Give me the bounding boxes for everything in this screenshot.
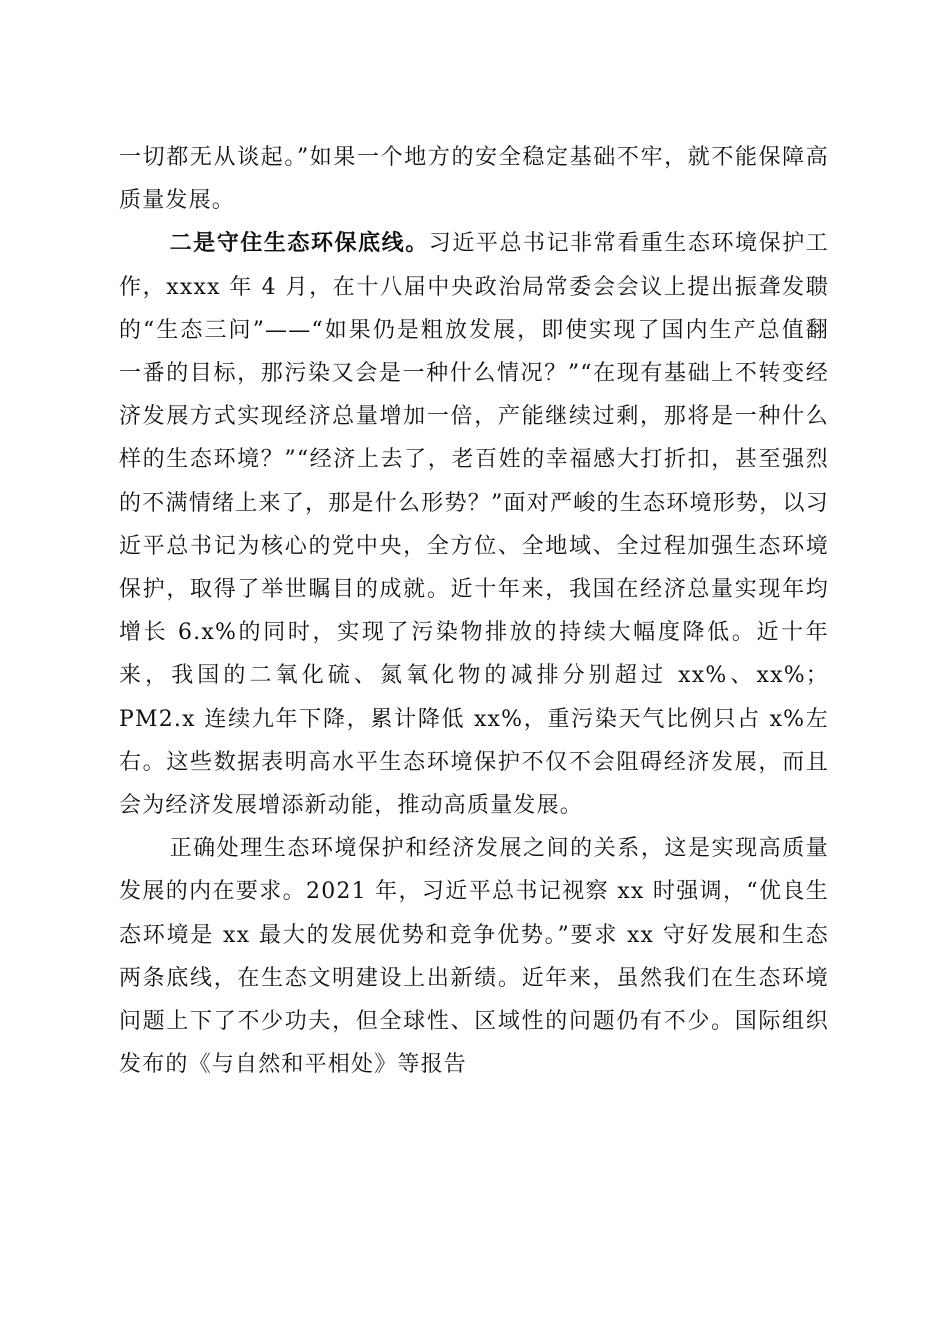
- paragraph-2: [119, 222, 829, 827]
- paragraph-2-text: 习近平总书记非常看重生态环境保护工作，xxxx 年 4 月，在十八届中央政治局常委会会议上提出振聋发聩的“生态三问”——“如果仍是粗放发展，即使实现了国内生产总值翻一番的目标，那污染又会是一种什么情况？”“在现有基础上不转变经济发展方式实现经济总量增加一倍，产能继续过剩，那将是一种什么样的生态环境？”“经济上去了，老百姓的幸福感大打折扣，甚至强烈的不满情绪上来了，那是什么形势？”面对严峻的生态环境形势，以习近平总书记为核心的党中央，全方位、全地域、全过程加强生态环境保护，取得了举世瞩目的成就。近十年来，我国在经济总量实现年均增长 6.x%的同时，实现了污染物排放的持续大幅度降低。近十年来，我国的二氧化硫、氮氧化物的减排分别超过 xx%、xx%；PM2.x 连续九年下降，累计降低 xx%，重污染天气比例只占 x%左右。这些数据表明高水平生态环境保护不仅不会阻碍经济发展，而且会为经济发展增添新动能，推动高质量发展。: [119, 231, 830, 819]
- paragraph-3: [119, 827, 829, 1086]
- paragraph-1: [119, 136, 829, 222]
- paragraph-2-lead: 二是守住生态环保底线。: [169, 230, 429, 257]
- document-page: [119, 136, 829, 1086]
- paragraph-3-text: 正确处理生态环境保护和经济发展之间的关系，这是实现高质量发展的内在要求。2021 年，习近平总书记视察 xx 时强调，“优良生态环境是 xx 最大的发展优势和竞争优势。”要求 xx 守好发展和生态两条底线，在生态文明建设上出新绩。近年来，虽然我们在生态环境问题上下了不少功夫，但全球性、区域性的问题仍有不少。国际组织发布的《与自然和平相处》等报告: [119, 836, 829, 1078]
- paragraph-1-text: 一切都无从谈起。”如果一个地方的安全稳定基础不牢，就不能保障高质量发展。: [119, 145, 829, 214]
